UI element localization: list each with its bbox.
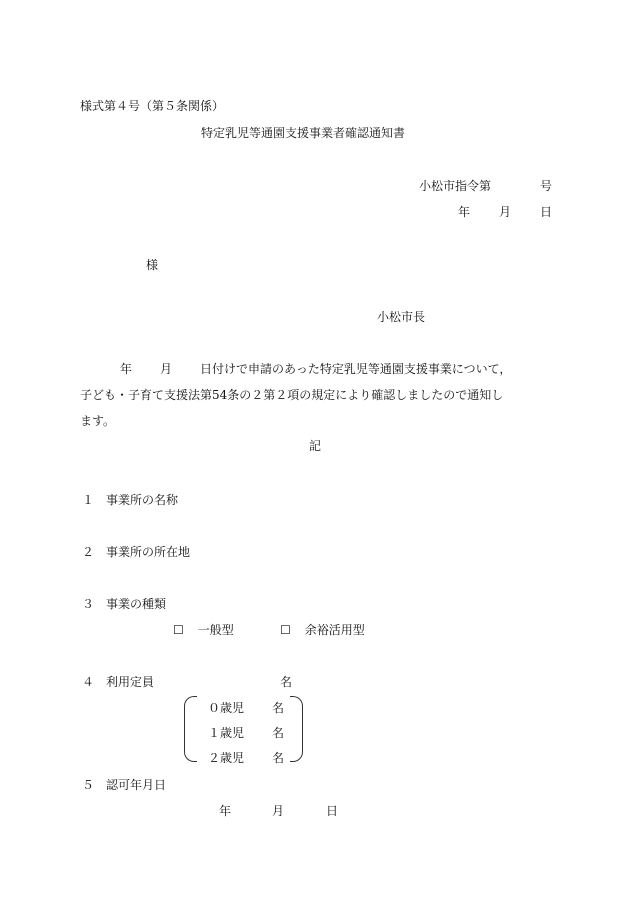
sender: 小松市長 — [377, 310, 426, 324]
item-3-label: 事業の種類 — [106, 597, 167, 611]
business-type-general-label: 一般型 — [197, 623, 234, 637]
age-2-label: ２歳児 — [208, 751, 245, 765]
item-3-number: ３ — [82, 597, 95, 611]
age-2-unit: 名 — [272, 751, 285, 765]
body-line-2: 子ども・子育て支援法第54条の２第２項の規定により確認しましたので通知し — [80, 388, 504, 402]
date-day: 日 — [540, 205, 553, 219]
document-title: 特定乳児等通園支援事業者確認通知書 — [201, 126, 406, 140]
body-line-1 — [80, 356, 550, 382]
age-1-label: １歳児 — [208, 726, 245, 740]
reference-prefix: 小松市指令第 — [419, 179, 492, 193]
form-number: 様式第４号（第５条関係） — [80, 99, 225, 113]
capacity-unit: 名 — [280, 675, 293, 689]
item-2-label: 事業所の所在地 — [106, 545, 191, 559]
item-1-number: １ — [82, 493, 95, 507]
business-type-surplus[interactable] — [280, 622, 365, 638]
business-type-surplus-label: 余裕活用型 — [304, 623, 365, 637]
approval-month: 月 — [272, 804, 285, 818]
recipient-honorific: 様 — [146, 258, 159, 272]
business-type-general[interactable] — [173, 622, 234, 638]
item-5-label: 認可年月日 — [106, 778, 167, 792]
date-month: 月 — [499, 205, 512, 219]
checkbox-surplus[interactable]: ☐ — [280, 623, 291, 637]
approval-year: 年 — [219, 804, 232, 818]
reference-suffix: 号 — [540, 179, 553, 193]
age-0-unit: 名 — [272, 701, 285, 715]
body-line-3: ます。 — [80, 414, 116, 428]
item-4-label: 利用定員 — [106, 675, 155, 689]
item-1-label: 事業所の名称 — [106, 493, 179, 507]
body-paragraph — [80, 356, 550, 434]
left-bracket — [184, 696, 197, 762]
item-5-number: ５ — [82, 778, 95, 792]
age-0-label: ０歳児 — [208, 701, 245, 715]
item-4-number: ４ — [82, 675, 95, 689]
body-year: 年 — [120, 362, 133, 376]
body-line-1-rest: 日付けで申請のあった特定乳児等通園支援事業について， — [200, 362, 512, 376]
age-1-unit: 名 — [272, 726, 285, 740]
date-year: 年 — [458, 205, 471, 219]
ki-heading: 記 — [309, 439, 322, 453]
approval-day: 日 — [326, 804, 339, 818]
checkbox-general[interactable]: ☐ — [173, 623, 184, 637]
body-month: 月 — [160, 362, 173, 376]
item-2-number: ２ — [82, 545, 95, 559]
right-bracket — [290, 696, 303, 762]
